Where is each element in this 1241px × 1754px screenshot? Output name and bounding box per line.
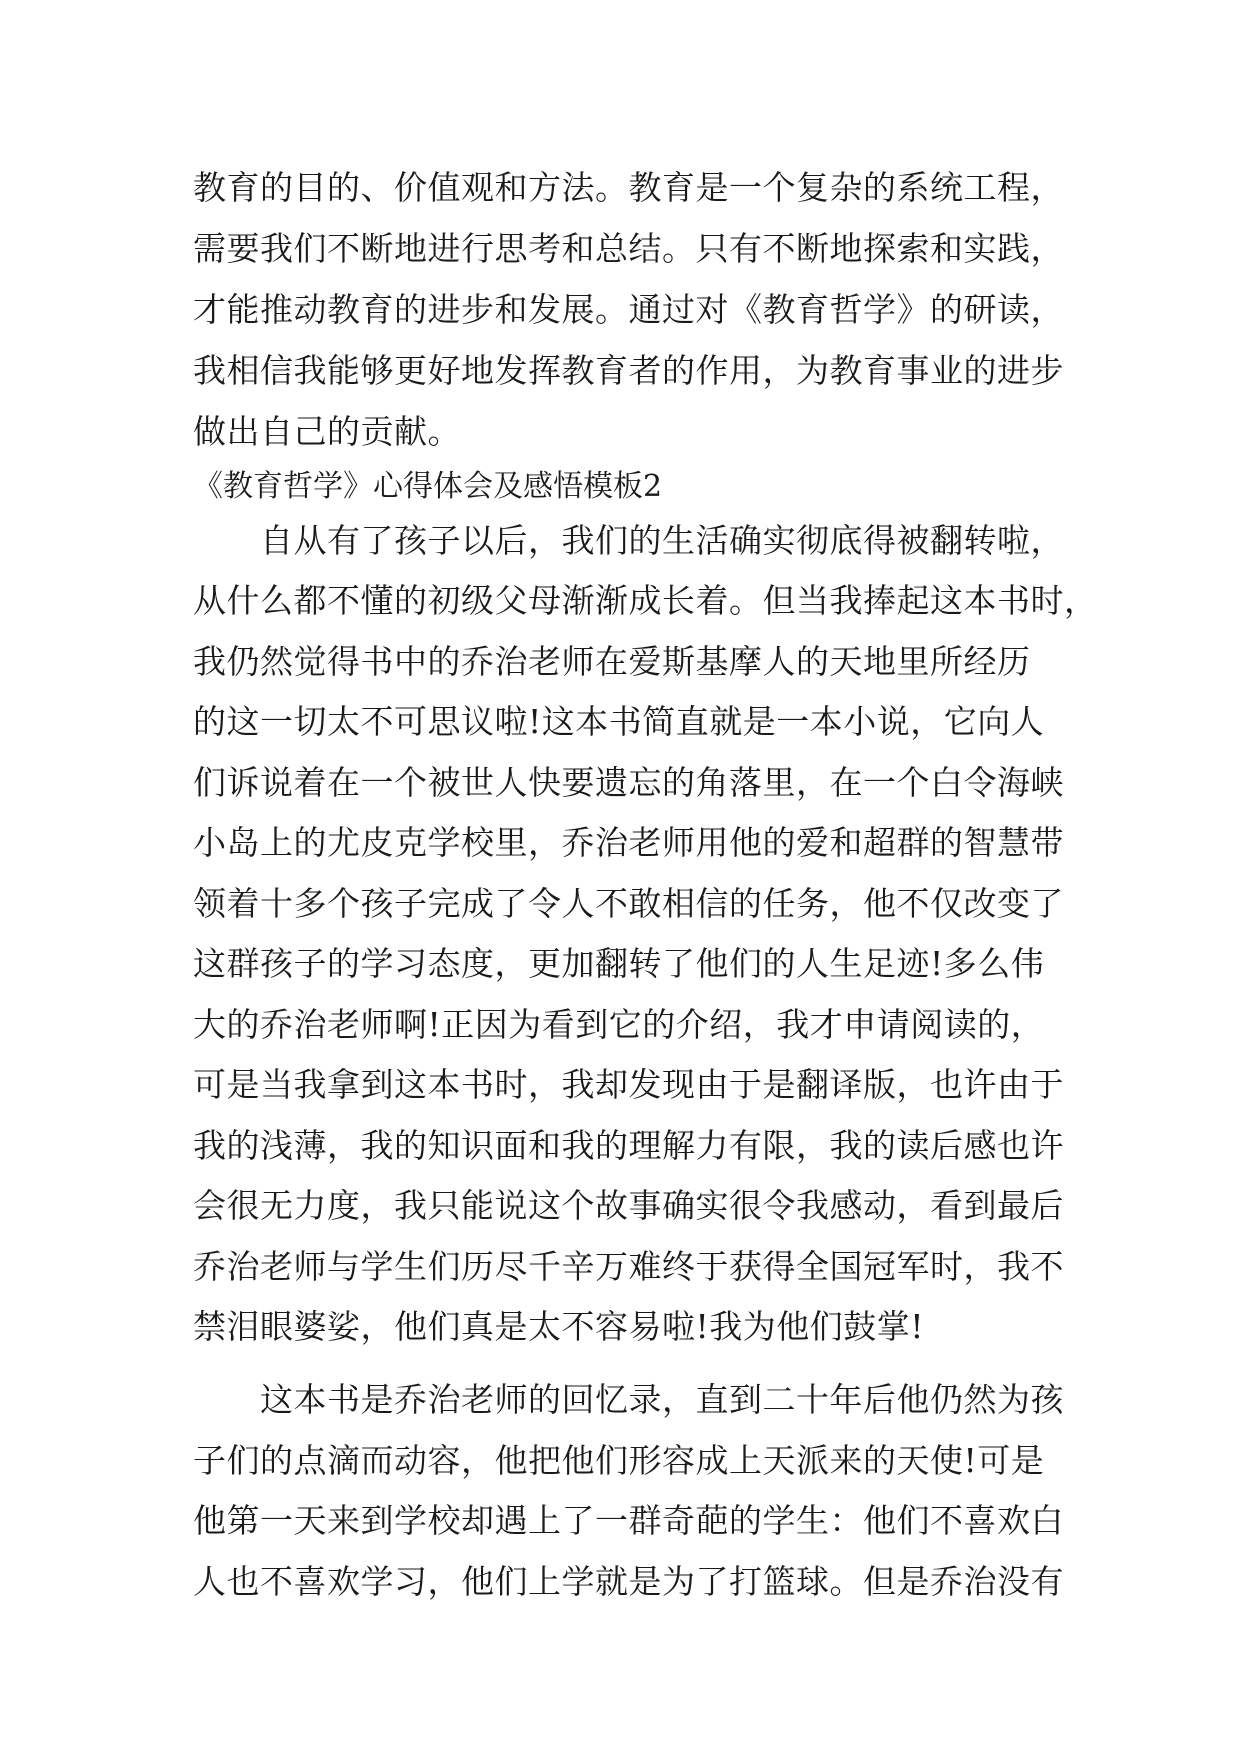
paragraph-1-line-2: 需要我们不断地进行思考和总结。只有不断地探索和实践， [193, 229, 1064, 268]
paragraph-2-line-1: 自从有了孩子以后，我们的生活确实彻底得被翻转啦， [193, 521, 1064, 560]
paragraph-2-line-6: 小岛上的尤皮克学校里，乔治老师用他的爱和超群的智慧带 [193, 823, 1064, 862]
paragraph-2-line-9: 大的乔治老师啊!正因为看到它的介绍，我才申请阅读的， [193, 1005, 1045, 1044]
paragraph-2-line-7: 领着十多个孩子完成了令人不敢相信的任务，他不仅改变了 [193, 884, 1064, 923]
paragraph-1-line-3: 才能推动教育的进步和发展。通过对《教育哲学》的研读， [193, 290, 1064, 329]
paragraph-3-line-3: 他第一天来到学校却遇上了一群奇葩的学生：他们不喜欢白 [193, 1501, 1064, 1540]
paragraph-3-line-4: 人也不喜欢学习，他们上学就是为了打篮球。但是乔治没有 [193, 1562, 1064, 1601]
paragraph-2-line-14: 禁泪眼婆娑，他们真是太不容易啦!我为他们鼓掌! [193, 1307, 925, 1346]
section-title: 《教育哲学》心得体会及感悟模板2 [193, 469, 663, 504]
paragraph-1-line-1: 教育的目的、价值观和方法。教育是一个复杂的系统工程， [193, 168, 1064, 207]
paragraph-2-line-12: 会很无力度，我只能说这个故事确实很令我感动，看到最后 [193, 1186, 1064, 1225]
paragraph-2-line-10: 可是当我拿到这本书时，我却发现由于是翻译版，也许由于 [193, 1065, 1064, 1104]
paragraph-2-line-5: 们诉说着在一个被世人快要遗忘的角落里，在一个白令海峡 [193, 763, 1064, 802]
paragraph-1-line-4: 我相信我能够更好地发挥教育者的作用，为教育事业的进步 [193, 351, 1064, 390]
paragraph-2-line-2: 从什么都不懂的初级父母渐渐成长着。但当我捧起这本书时， [193, 581, 1098, 620]
paragraph-2-line-3: 我仍然觉得书中的乔治老师在爱斯基摩人的天地里所经历 [193, 642, 1031, 681]
paragraph-2-line-11: 我的浅薄，我的知识面和我的理解力有限，我的读后感也许 [193, 1126, 1064, 1165]
paragraph-1-line-5: 做出自己的贡献。 [193, 412, 461, 451]
paragraph-3-line-1: 这本书是乔治老师的回忆录，直到二十年后他仍然为孩 [193, 1380, 1064, 1419]
paragraph-2-line-4: 的这一切太不可思议啦!这本书简直就是一本小说，它向人 [193, 702, 1045, 741]
paragraph-2-line-8: 这群孩子的学习态度，更加翻转了他们的人生足迹!多么伟 [193, 944, 1045, 983]
paragraph-2-line-13: 乔治老师与学生们历尽千辛万难终于获得全国冠军时，我不 [193, 1247, 1064, 1286]
paragraph-3-line-2: 子们的点滴而动容，他把他们形容成上天派来的天使!可是 [193, 1441, 1045, 1480]
